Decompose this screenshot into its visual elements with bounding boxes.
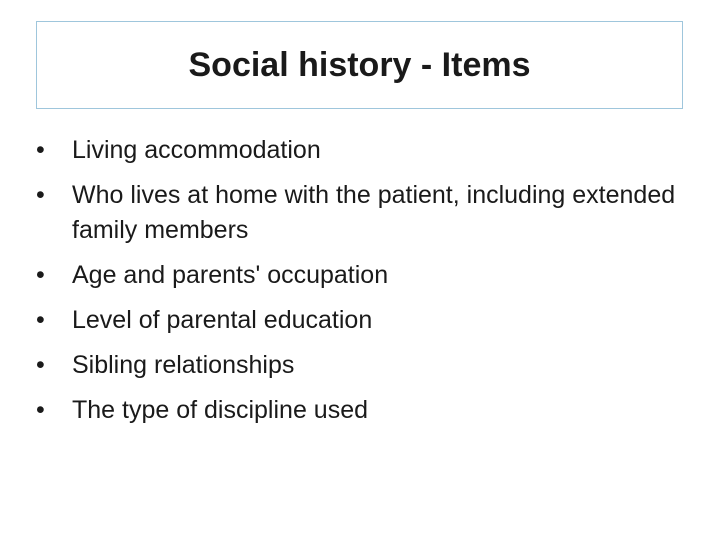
list-item [36, 258, 686, 293]
list-item [36, 393, 686, 428]
bullet-icon: • [36, 261, 45, 289]
list-item [36, 348, 686, 383]
slide-title: Social history - Items [188, 45, 531, 84]
title-box [36, 21, 683, 109]
list-item [36, 178, 686, 248]
list-item-text: Living accommodation [72, 136, 321, 164]
list-item [36, 303, 686, 338]
list-item-text: Level of parental education [72, 306, 373, 334]
list-item-text: Who lives at home with the patient, including extended family members [72, 181, 676, 244]
list-item [36, 133, 686, 168]
list-item-text: Sibling relationships [72, 351, 295, 379]
list-item-text: Age and parents' occupation [72, 261, 389, 289]
bullet-icon: • [36, 181, 45, 209]
bullet-icon: • [36, 136, 45, 164]
bullet-icon: • [36, 351, 45, 379]
list-item-text: The type of discipline used [72, 396, 369, 424]
bullet-list [36, 133, 686, 428]
bullet-icon: • [36, 396, 45, 424]
bullet-icon: • [36, 306, 45, 334]
